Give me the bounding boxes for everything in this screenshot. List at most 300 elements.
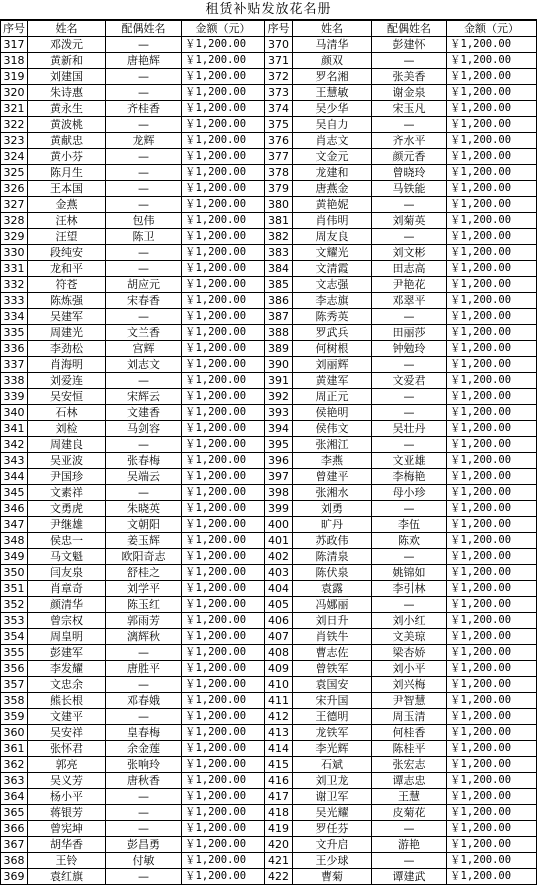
spouse-cell: 李伍: [372, 517, 447, 533]
spouse-cell: —: [372, 117, 447, 133]
serial-cell: 415: [265, 757, 293, 773]
spouse-cell: —: [106, 37, 182, 53]
amount-cell: ￥1,200.00: [447, 309, 537, 325]
table-row: [1, 325, 537, 341]
spouse-cell: —: [372, 229, 447, 245]
table-row: [1, 821, 537, 837]
amount-cell: ￥1,200.00: [182, 101, 265, 117]
name-cell: 马清华: [293, 37, 372, 53]
serial-cell: 403: [265, 565, 293, 581]
serial-cell: 383: [265, 245, 293, 261]
table-row: [1, 677, 537, 693]
table-row: [1, 309, 537, 325]
serial-cell: 331: [1, 261, 28, 277]
amount-cell: ￥1,200.00: [447, 677, 537, 693]
amount-cell: ￥1,200.00: [182, 181, 265, 197]
spouse-cell: —: [106, 261, 182, 277]
amount-cell: ￥1,200.00: [182, 37, 265, 53]
spouse-cell: 宋玉凡: [372, 101, 447, 117]
table-row: [1, 421, 537, 437]
name-cell: 文耀光: [293, 245, 372, 261]
spouse-cell: 文爱君: [372, 373, 447, 389]
serial-cell: 391: [265, 373, 293, 389]
spouse-cell: 曾晓玲: [372, 165, 447, 181]
table-row: [1, 453, 537, 469]
name-cell: 王德明: [293, 709, 372, 725]
spouse-cell: —: [106, 437, 182, 453]
name-cell: 曾建平: [293, 469, 372, 485]
table-row: [1, 725, 537, 741]
amount-cell: ￥1,200.00: [447, 357, 537, 373]
serial-cell: 325: [1, 165, 28, 181]
serial-cell: 360: [1, 725, 28, 741]
amount-cell: ￥1,200.00: [447, 261, 537, 277]
amount-cell: ￥1,200.00: [182, 565, 265, 581]
name-cell: 闫友泉: [28, 565, 106, 581]
amount-cell: ￥1,200.00: [182, 421, 265, 437]
serial-cell: 402: [265, 549, 293, 565]
amount-cell: ￥1,200.00: [182, 773, 265, 789]
spouse-cell: 梁杏娇: [372, 645, 447, 661]
serial-cell: 321: [1, 101, 28, 117]
amount-cell: ￥1,200.00: [447, 245, 537, 261]
spouse-cell: 吴端云: [106, 469, 182, 485]
table-row: [1, 741, 537, 757]
amount-cell: ￥1,200.00: [447, 821, 537, 837]
amount-cell: ￥1,200.00: [182, 837, 265, 853]
spouse-cell: 田丽莎: [372, 325, 447, 341]
amount-cell: ￥1,200.00: [447, 501, 537, 517]
spouse-cell: 皮菊花: [372, 805, 447, 821]
name-cell: 彭建军: [28, 645, 106, 661]
name-cell: 罗任芬: [293, 821, 372, 837]
amount-cell: ￥1,200.00: [182, 229, 265, 245]
serial-cell: 419: [265, 821, 293, 837]
name-cell: 刘检: [28, 421, 106, 437]
table-row: [1, 293, 537, 309]
amount-cell: ￥1,200.00: [447, 693, 537, 709]
serial-cell: 373: [265, 85, 293, 101]
name-cell: 张怀君: [28, 741, 106, 757]
serial-cell: 336: [1, 341, 28, 357]
serial-cell: 317: [1, 37, 28, 53]
serial-cell: 340: [1, 405, 28, 421]
spouse-cell: 刘学平: [106, 581, 182, 597]
amount-cell: ￥1,200.00: [447, 837, 537, 853]
serial-cell: 411: [265, 693, 293, 709]
spouse-cell: 周玉清: [372, 709, 447, 725]
spouse-cell: 邓春娥: [106, 693, 182, 709]
serial-cell: 320: [1, 85, 28, 101]
spouse-cell: 文朝阳: [106, 517, 182, 533]
spouse-cell: —: [106, 821, 182, 837]
serial-cell: 352: [1, 597, 28, 613]
amount-cell: ￥1,200.00: [447, 181, 537, 197]
serial-cell: 398: [265, 485, 293, 501]
name-cell: 李光辉: [293, 741, 372, 757]
spouse-cell: —: [106, 677, 182, 693]
table-row: [1, 517, 537, 533]
serial-cell: 392: [265, 389, 293, 405]
name-cell: 符苍: [28, 277, 106, 293]
spouse-cell: 吴壮丹: [372, 421, 447, 437]
amount-cell: ￥1,200.00: [447, 53, 537, 69]
table-row: [1, 629, 537, 645]
amount-cell: ￥1,200.00: [447, 437, 537, 453]
table-row: [1, 101, 537, 117]
serial-cell: 323: [1, 133, 28, 149]
serial-cell: 363: [1, 773, 28, 789]
spouse-cell: 李引林: [372, 581, 447, 597]
amount-cell: ￥1,200.00: [182, 389, 265, 405]
spouse-cell: —: [372, 853, 447, 869]
amount-cell: ￥1,200.00: [447, 165, 537, 181]
spouse-cell: 余金莲: [106, 741, 182, 757]
name-cell: 肖铁牛: [293, 629, 372, 645]
name-cell: 文清霞: [293, 261, 372, 277]
serial-cell: 395: [265, 437, 293, 453]
spouse-cell: 谭志忠: [372, 773, 447, 789]
spouse-cell: 刘菊英: [372, 213, 447, 229]
name-cell: 谢卫军: [293, 789, 372, 805]
serial-cell: 333: [1, 293, 28, 309]
spouse-cell: —: [372, 549, 447, 565]
amount-cell: ￥1,200.00: [182, 341, 265, 357]
amount-cell: ￥1,200.00: [182, 613, 265, 629]
name-cell: 肖海明: [28, 357, 106, 373]
serial-cell: 359: [1, 709, 28, 725]
amount-cell: ￥1,200.00: [447, 213, 537, 229]
serial-cell: 329: [1, 229, 28, 245]
amount-cell: ￥1,200.00: [447, 117, 537, 133]
name-cell: 宋升国: [293, 693, 372, 709]
amount-cell: ￥1,200.00: [182, 133, 265, 149]
name-cell: 曾铁军: [293, 661, 372, 677]
spouse-cell: 宋辉云: [106, 389, 182, 405]
table-row: [1, 613, 537, 629]
name-cell: 文金元: [293, 149, 372, 165]
serial-cell: 384: [265, 261, 293, 277]
spouse-cell: —: [106, 789, 182, 805]
amount-cell: ￥1,200.00: [447, 421, 537, 437]
spouse-cell: —: [106, 165, 182, 181]
name-cell: 郭亮: [28, 757, 106, 773]
spouse-cell: 漓辉秋: [106, 629, 182, 645]
amount-cell: ￥1,200.00: [447, 341, 537, 357]
amount-cell: ￥1,200.00: [182, 437, 265, 453]
serial-cell: 369: [1, 869, 28, 885]
amount-cell: ￥1,200.00: [447, 469, 537, 485]
spouse-cell: 皇春梅: [106, 725, 182, 741]
table-row: [1, 277, 537, 293]
name-cell: 段纯安: [28, 245, 106, 261]
serial-cell: 371: [265, 53, 293, 69]
table-row: [1, 805, 537, 821]
table-row: [1, 213, 537, 229]
spouse-cell: 何桂香: [372, 725, 447, 741]
name-cell: 旷丹: [293, 517, 372, 533]
amount-cell: ￥1,200.00: [447, 645, 537, 661]
name-cell: 周友良: [293, 229, 372, 245]
serial-cell: 388: [265, 325, 293, 341]
spouse-cell: 齐桂香: [106, 101, 182, 117]
name-cell: 龙铁军: [293, 725, 372, 741]
serial-cell: 400: [265, 517, 293, 533]
spouse-cell: 陈玉红: [106, 597, 182, 613]
amount-cell: ￥1,200.00: [447, 389, 537, 405]
name-cell: 肖章奇: [28, 581, 106, 597]
table-row: [1, 645, 537, 661]
serial-cell: 351: [1, 581, 28, 597]
amount-cell: ￥1,200.00: [182, 453, 265, 469]
table-row: [1, 869, 537, 885]
amount-cell: ￥1,200.00: [182, 597, 265, 613]
table-row: [1, 437, 537, 453]
name-cell: 陈清泉: [293, 549, 372, 565]
serial-cell: 335: [1, 325, 28, 341]
name-cell: 文志强: [293, 277, 372, 293]
serial-cell: 407: [265, 629, 293, 645]
table-row: [1, 837, 537, 853]
spouse-cell: 刘文彬: [372, 245, 447, 261]
spouse-cell: —: [106, 869, 182, 885]
name-cell: 吴自力: [293, 117, 372, 133]
name-cell: 龙建和: [293, 165, 372, 181]
serial-cell: 357: [1, 677, 28, 693]
name-cell: 文升启: [293, 837, 372, 853]
name-cell: 袁国安: [293, 677, 372, 693]
amount-cell: ￥1,200.00: [447, 853, 537, 869]
spouse-cell: 陈桂平: [372, 741, 447, 757]
amount-cell: ￥1,200.00: [182, 741, 265, 757]
table-row: [1, 581, 537, 597]
table-row: [1, 485, 537, 501]
name-cell: 吴安恒: [28, 389, 106, 405]
name-cell: 刘勇: [293, 501, 372, 517]
spouse-cell: 张响玲: [106, 757, 182, 773]
table-row: [1, 69, 537, 85]
spouse-cell: —: [106, 117, 182, 133]
name-cell: 文忠余: [28, 677, 106, 693]
serial-cell: 341: [1, 421, 28, 437]
name-cell: 李劲松: [28, 341, 106, 357]
spouse-cell: 彭建怀: [372, 37, 447, 53]
amount-cell: ￥1,200.00: [182, 149, 265, 165]
name-cell: 周建良: [28, 437, 106, 453]
amount-cell: ￥1,200.00: [447, 101, 537, 117]
serial-cell: 364: [1, 789, 28, 805]
header-cell: 金额（元）: [182, 21, 265, 37]
name-cell: 颜双: [293, 53, 372, 69]
amount-cell: ￥1,200.00: [182, 725, 265, 741]
serial-cell: 327: [1, 197, 28, 213]
amount-cell: ￥1,200.00: [182, 261, 265, 277]
amount-cell: ￥1,200.00: [447, 229, 537, 245]
spouse-cell: —: [106, 709, 182, 725]
spouse-cell: 颜元香: [372, 149, 447, 165]
amount-cell: ￥1,200.00: [182, 85, 265, 101]
page-title: 租赁补贴发放花名册: [0, 0, 537, 20]
spouse-cell: 姚锦如: [372, 565, 447, 581]
name-cell: 陈秀英: [293, 309, 372, 325]
spouse-cell: —: [372, 437, 447, 453]
header-cell: 姓名: [293, 21, 372, 37]
name-cell: 肖志文: [293, 133, 372, 149]
serial-cell: 416: [265, 773, 293, 789]
spouse-cell: —: [372, 821, 447, 837]
name-cell: 吴少华: [293, 101, 372, 117]
table-row: [1, 789, 537, 805]
name-cell: 唐燕金: [293, 181, 372, 197]
name-cell: 朱诗惠: [28, 85, 106, 101]
name-cell: 袁露: [293, 581, 372, 597]
name-cell: 王少球: [293, 853, 372, 869]
spouse-cell: —: [372, 357, 447, 373]
name-cell: 袁红旗: [28, 869, 106, 885]
name-cell: 周皇明: [28, 629, 106, 645]
amount-cell: ￥1,200.00: [447, 85, 537, 101]
spouse-cell: 谭建武: [372, 869, 447, 885]
name-cell: 冯娜丽: [293, 597, 372, 613]
table-row: [1, 117, 537, 133]
serial-cell: 354: [1, 629, 28, 645]
spouse-cell: —: [372, 197, 447, 213]
amount-cell: ￥1,200.00: [447, 661, 537, 677]
name-cell: 吴亚波: [28, 453, 106, 469]
spouse-cell: —: [372, 389, 447, 405]
serial-cell: 385: [265, 277, 293, 293]
amount-cell: ￥1,200.00: [447, 533, 537, 549]
serial-cell: 379: [265, 181, 293, 197]
amount-cell: ￥1,200.00: [447, 149, 537, 165]
spouse-cell: —: [106, 85, 182, 101]
spouse-cell: —: [372, 501, 447, 517]
amount-cell: ￥1,200.00: [182, 661, 265, 677]
amount-cell: ￥1,200.00: [447, 565, 537, 581]
table-row: [1, 373, 537, 389]
spouse-cell: 唐胜平: [106, 661, 182, 677]
name-cell: 黄艳妮: [293, 197, 372, 213]
name-cell: 李发耀: [28, 661, 106, 677]
spouse-cell: 李梅艳: [372, 469, 447, 485]
name-cell: 李燕: [293, 453, 372, 469]
serial-cell: 418: [265, 805, 293, 821]
name-cell: 汪林: [28, 213, 106, 229]
amount-cell: ￥1,200.00: [447, 549, 537, 565]
amount-cell: ￥1,200.00: [182, 165, 265, 181]
spouse-cell: —: [106, 149, 182, 165]
serial-cell: 346: [1, 501, 28, 517]
amount-cell: ￥1,200.00: [447, 613, 537, 629]
spouse-cell: 齐水平: [372, 133, 447, 149]
table-row: [1, 565, 537, 581]
spouse-cell: 唐艳辉: [106, 53, 182, 69]
spouse-cell: 龙辉: [106, 133, 182, 149]
spouse-cell: 尹智慧: [372, 693, 447, 709]
name-cell: 黄波桃: [28, 117, 106, 133]
serial-cell: 350: [1, 565, 28, 581]
serial-cell: 347: [1, 517, 28, 533]
name-cell: 张湘水: [293, 485, 372, 501]
spouse-cell: 刘小平: [372, 661, 447, 677]
amount-cell: ￥1,200.00: [182, 805, 265, 821]
name-cell: 李志旗: [293, 293, 372, 309]
serial-cell: 370: [265, 37, 293, 53]
amount-cell: ￥1,200.00: [182, 645, 265, 661]
name-cell: 曹志佐: [293, 645, 372, 661]
serial-cell: 342: [1, 437, 28, 453]
serial-cell: 409: [265, 661, 293, 677]
amount-cell: ￥1,200.00: [182, 869, 265, 885]
serial-cell: 377: [265, 149, 293, 165]
spouse-cell: 陈卫: [106, 229, 182, 245]
serial-cell: 405: [265, 597, 293, 613]
table-row: [1, 149, 537, 165]
table-row: [1, 853, 537, 869]
amount-cell: ￥1,200.00: [447, 197, 537, 213]
serial-cell: 348: [1, 533, 28, 549]
name-cell: 黄新和: [28, 53, 106, 69]
spouse-cell: —: [372, 309, 447, 325]
amount-cell: ￥1,200.00: [447, 325, 537, 341]
serial-cell: 374: [265, 101, 293, 117]
serial-cell: 318: [1, 53, 28, 69]
amount-cell: ￥1,200.00: [182, 197, 265, 213]
spouse-cell: 刘志文: [106, 357, 182, 373]
name-cell: 何树根: [293, 341, 372, 357]
serial-cell: 334: [1, 309, 28, 325]
header-cell: 配偶姓名: [372, 21, 447, 37]
serial-cell: 412: [265, 709, 293, 725]
spouse-cell: 刘小红: [372, 613, 447, 629]
amount-cell: ￥1,200.00: [182, 309, 265, 325]
name-cell: 黄小芬: [28, 149, 106, 165]
serial-cell: 358: [1, 693, 28, 709]
serial-cell: 410: [265, 677, 293, 693]
amount-cell: ￥1,200.00: [447, 741, 537, 757]
serial-cell: 362: [1, 757, 28, 773]
table-row: [1, 197, 537, 213]
spouse-cell: 游艳: [372, 837, 447, 853]
spouse-cell: —: [106, 197, 182, 213]
name-cell: 苏政伟: [293, 533, 372, 549]
header-cell: 序号: [265, 21, 293, 37]
spouse-cell: 刘兴梅: [372, 677, 447, 693]
table-row: [1, 757, 537, 773]
spouse-cell: 包伟: [106, 213, 182, 229]
table-row: [1, 181, 537, 197]
serial-cell: 324: [1, 149, 28, 165]
spouse-cell: 马剑容: [106, 421, 182, 437]
amount-cell: ￥1,200.00: [182, 373, 265, 389]
name-cell: 王慧敏: [293, 85, 372, 101]
name-cell: 文建平: [28, 709, 106, 725]
serial-cell: 396: [265, 453, 293, 469]
spouse-cell: 张宏志: [372, 757, 447, 773]
serial-cell: 361: [1, 741, 28, 757]
spouse-cell: —: [106, 181, 182, 197]
amount-cell: ￥1,200.00: [182, 757, 265, 773]
serial-cell: 343: [1, 453, 28, 469]
amount-cell: ￥1,200.00: [182, 277, 265, 293]
name-cell: 吴安祥: [28, 725, 106, 741]
amount-cell: ￥1,200.00: [447, 453, 537, 469]
amount-cell: ￥1,200.00: [447, 869, 537, 885]
table-row: [1, 261, 537, 277]
name-cell: 吴建军: [28, 309, 106, 325]
header-row: [1, 21, 537, 37]
amount-cell: ￥1,200.00: [182, 517, 265, 533]
